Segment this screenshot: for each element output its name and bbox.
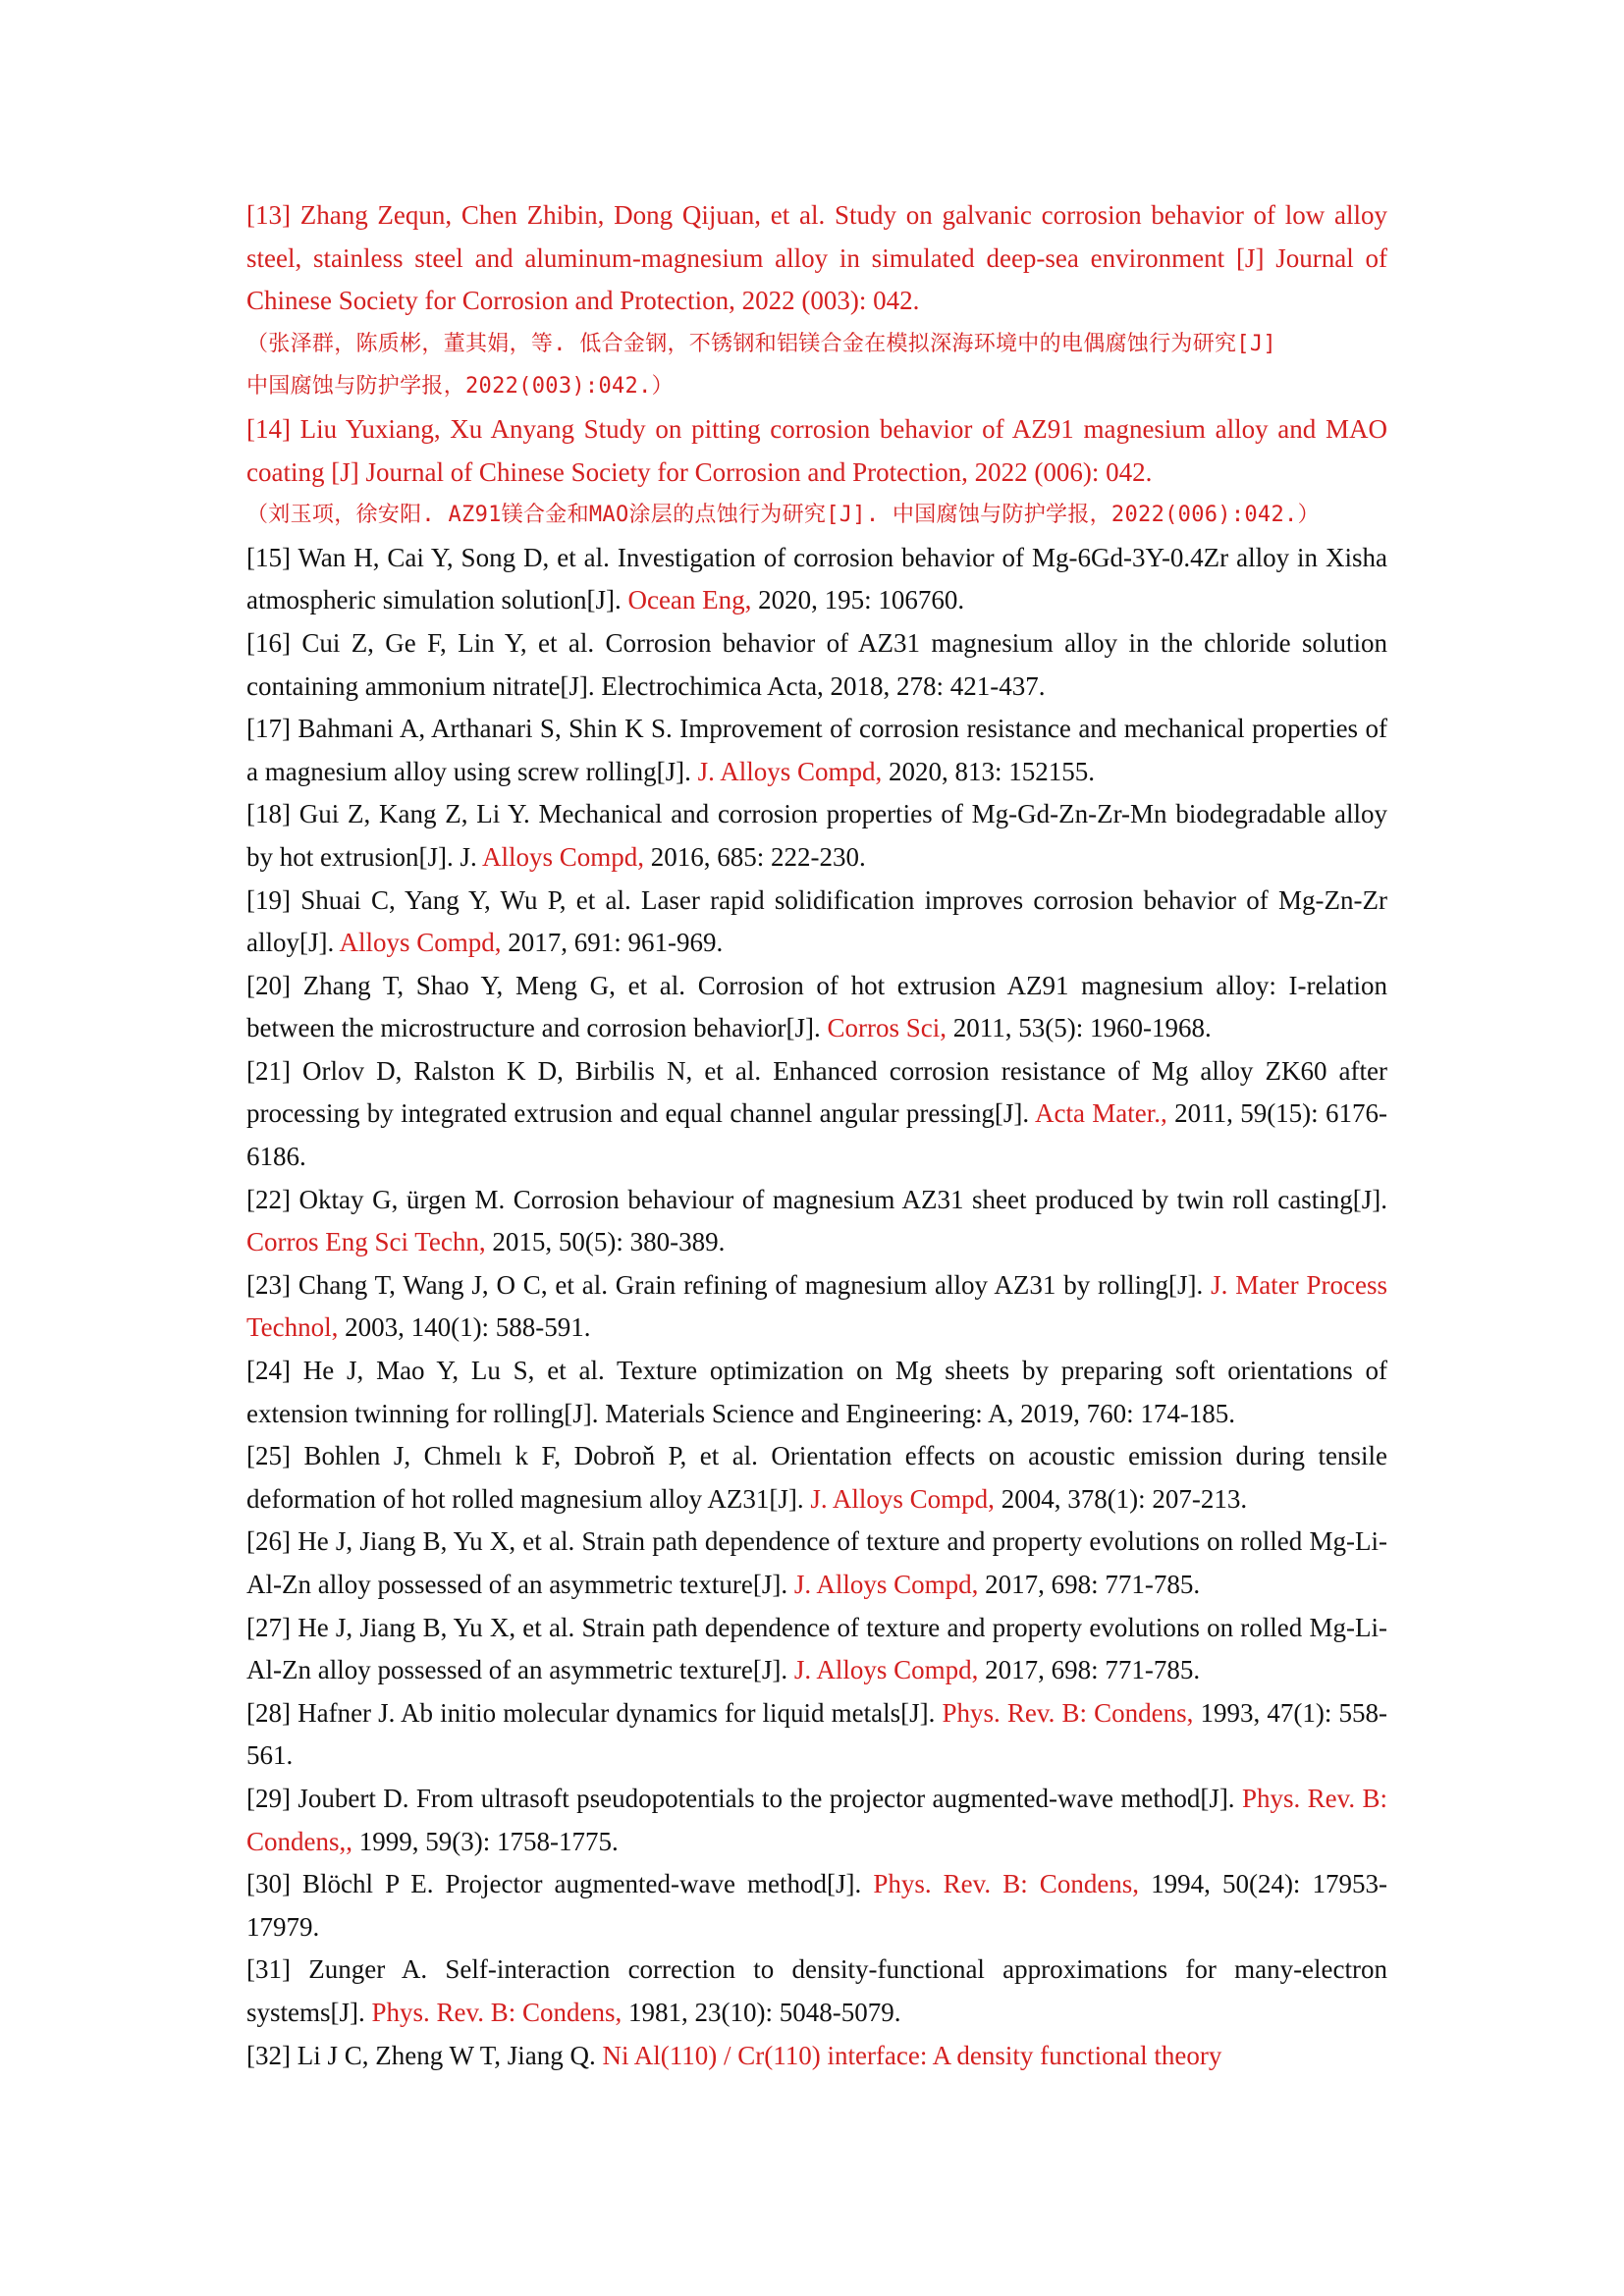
reference-20-journal: Corros Sci, [827, 1013, 947, 1043]
reference-16: [16] Cui Z, Ge F, Lin Y, et al. Corrosion behavior of AZ31 magnesium alloy in the chloride solution containing ammonium nitrate[J]. Electrochimica Acta, 2018, 278: 421-437. [246, 627, 1387, 701]
reference-13: [13] Zhang Zequn, Chen Zhibin, Dong Qijuan, et al. Study on galvanic corrosion behavior of low alloy steel, stainless steel and aluminum-magnesium alloy in simulated deep-sea environment [J] Journal of Chinese Society for Corrosion and Protection, 2022 (003): 042. [246, 200, 1387, 316]
reference-19 [246, 880, 1387, 965]
reference-17-journal: J. Alloys Compd, [697, 756, 883, 786]
reference-31 [246, 1949, 1387, 2034]
reference-27-details: 2017, 698: 771-785. [978, 1655, 1201, 1685]
reference-30-details: 1994, 50(24): 17953-17979. [246, 1869, 1387, 1942]
reference-25-journal: J. Alloys Compd, [810, 1483, 995, 1514]
reference-21-journal: Acta Mater., [1035, 1098, 1167, 1129]
reference-15 [246, 537, 1387, 622]
reference-21 [246, 1050, 1387, 1179]
reference-23-details: 2003, 140(1): 588-591. [338, 1312, 591, 1343]
reference-28-journal: Phys. Rev. B: Condens, [942, 1697, 1194, 1728]
reference-21-details: 2011, 59(15): 6176-6186. [246, 1098, 1387, 1172]
reference-22-journal: Corros Eng Sci Techn, [246, 1227, 486, 1257]
reference-25-body: [25] Bohlen J, Chmelı k F, Dobroň P, et al. Orientation effects on acoustic emission during tensile deformation of hot rolled magnesium alloy AZ31[J]. [246, 1441, 1387, 1514]
reference-24: [24] He J, Mao Y, Lu S, et al. Texture optimization on Mg sheets by preparing soft orientations of extension twinning for rolling[J]. Materials Science and Engineering: A, 2019, 760: 174-185. [246, 1356, 1387, 1428]
reference-19-body: [19] Shuai C, Yang Y, Wu P, et al. Laser rapid solidification improves corrosion behavior of Mg-Zn-Zr alloy[J]. [246, 884, 1387, 958]
reference-23-body: [23] Chang T, Wang J, O C, et al. Grain refining of magnesium alloy AZ31 by rolling[J]. [246, 1269, 1212, 1300]
reference-20 [246, 965, 1387, 1050]
reference-17 [246, 708, 1387, 793]
reference-25 [246, 1435, 1387, 1521]
reference-26-body: [26] He J, Jiang B, Yu X, et al. Strain path dependence of texture and property evolutions on rolled Mg-Li-Al-Zn alloy possessed of an asymmetric texture[J]. [246, 1526, 1387, 1599]
reference-31-journal: Phys. Rev. B: Condens, [371, 1997, 623, 2027]
reference-32 [246, 2035, 1387, 2078]
reference-30-journal: Phys. Rev. B: Condens, [873, 1869, 1140, 1899]
reference-30-body: [30] Blöchl P E. Projector augmented-wave method[J]. [246, 1869, 874, 1899]
reference-18-journal: Alloys Compd, [482, 841, 645, 872]
reference-18 [246, 793, 1387, 879]
reference-13-chinese-line-1: （张泽群，陈质彬，董其娟，等. 低合金钢，不锈钢和铝镁合金在模拟深海环境中的电偶腐蚀行为研究[J] [246, 331, 1276, 356]
reference-23 [246, 1264, 1387, 1350]
reference-19-details: 2017, 691: 961-969. [501, 928, 724, 958]
reference-27-body: [27] He J, Jiang B, Yu X, et al. Strain path dependence of texture and property evolutions on rolled Mg-Li-Al-Zn alloy possessed of an asymmetric texture[J]. [246, 1612, 1387, 1685]
reference-28-body: [28] Hafner J. Ab initio molecular dynamics for liquid metals[J]. [246, 1697, 943, 1728]
reference-20-details: 2011, 53(5): 1960-1968. [947, 1013, 1212, 1043]
reference-17-body: [17] Bahmani A, Arthanari S, Shin K S. Improvement of corrosion resistance and mechanical properties of a magnesium alloy using screw rolling[J]. [246, 714, 1387, 786]
reference-15-journal: Ocean Eng, [627, 585, 752, 615]
reference-29-details: 1999, 59(3): 1758-1775. [352, 1826, 619, 1856]
reference-19-journal: Alloys Compd, [339, 928, 502, 958]
reference-21-body: [21] Orlov D, Ralston K D, Birbilis N, et al. Enhanced corrosion resistance of Mg alloy ZK60 after processing by integrated extrusion and equal channel angular pressing[J]. [246, 1055, 1387, 1129]
reference-18-details: 2016, 685: 222-230. [644, 841, 866, 872]
reference-28 [246, 1692, 1387, 1778]
reference-29 [246, 1778, 1387, 1863]
reference-27-journal: J. Alloys Compd, [793, 1655, 979, 1685]
reference-23-journal: J. Mater Process Technol, [246, 1269, 1387, 1343]
reference-31-body: [31] Zunger A. Self-interaction correction to density-functional approximations for many-electron systems[J]. [246, 1954, 1387, 2027]
reference-22-details: 2015, 50(5): 380-389. [485, 1227, 726, 1257]
reference-32-title: Ni Al(110) / Cr(110) interface: A density functional theory [602, 2040, 1222, 2070]
reference-13-chinese-line-2: 中国腐蚀与防护学报，2022(003):042.） [246, 374, 674, 400]
reference-14: [14] Liu Yuxiang, Xu Anyang Study on pitting corrosion behavior of AZ91 magnesium alloy and MAO coating [J] Journal of Chinese Society for Corrosion and Protection, 2022 (006): 042. [246, 413, 1387, 487]
reference-29-body: [29] Joubert D. From ultrasoft pseudopotentials to the projector augmented-wave method[J]. [246, 1783, 1242, 1813]
reference-31-details: 1981, 23(10): 5048-5079. [622, 1997, 901, 2027]
reference-20-body: [20] Zhang T, Shao Y, Meng G, et al. Corrosion of hot extrusion AZ91 magnesium alloy: I-relation between the microstructure and corrosion behavior[J]. [246, 970, 1387, 1043]
reference-32-body: [32] Li J C, Zheng W T, Jiang Q. [246, 2040, 603, 2070]
reference-15-body: [15] Wan H, Cai Y, Song D, et al. Investigation of corrosion behavior of Mg-6Gd-3Y-0.4Zr alloy in Xisha atmospheric simulation solution[J]. [246, 542, 1387, 615]
reference-22-body: [22] Oktay G, ürgen M. Corrosion behaviour of magnesium AZ31 sheet produced by twin roll casting[J]. [246, 1184, 1387, 1214]
reference-28-details: 1993, 47(1): 558-561. [246, 1697, 1388, 1771]
reference-29-journal: Phys. Rev. B: Condens,, [246, 1783, 1387, 1856]
reference-list [246, 194, 1387, 2077]
reference-27 [246, 1607, 1387, 1692]
reference-22 [246, 1179, 1387, 1264]
reference-26-journal: J. Alloys Compd, [793, 1570, 979, 1599]
reference-14-chinese: （刘玉项，徐安阳. AZ91镁合金和MAO涂层的点蚀行为研究[J]. 中国腐蚀与防护学报，2022(006):042.） [246, 503, 1320, 528]
reference-26 [246, 1521, 1387, 1606]
reference-30 [246, 1863, 1387, 1949]
reference-15-details: 2020, 195: 106760. [751, 585, 965, 615]
reference-25-details: 2004, 378(1): 207-213. [994, 1483, 1248, 1514]
reference-17-details: 2020, 813: 152155. [882, 756, 1095, 786]
reference-18-body: [18] Gui Z, Kang Z, Li Y. Mechanical and corrosion properties of Mg-Gd-Zn-Zr-Mn biodegradable alloy by hot extrusion[J]. J. [246, 799, 1387, 872]
reference-26-details: 2017, 698: 771-785. [978, 1570, 1201, 1599]
